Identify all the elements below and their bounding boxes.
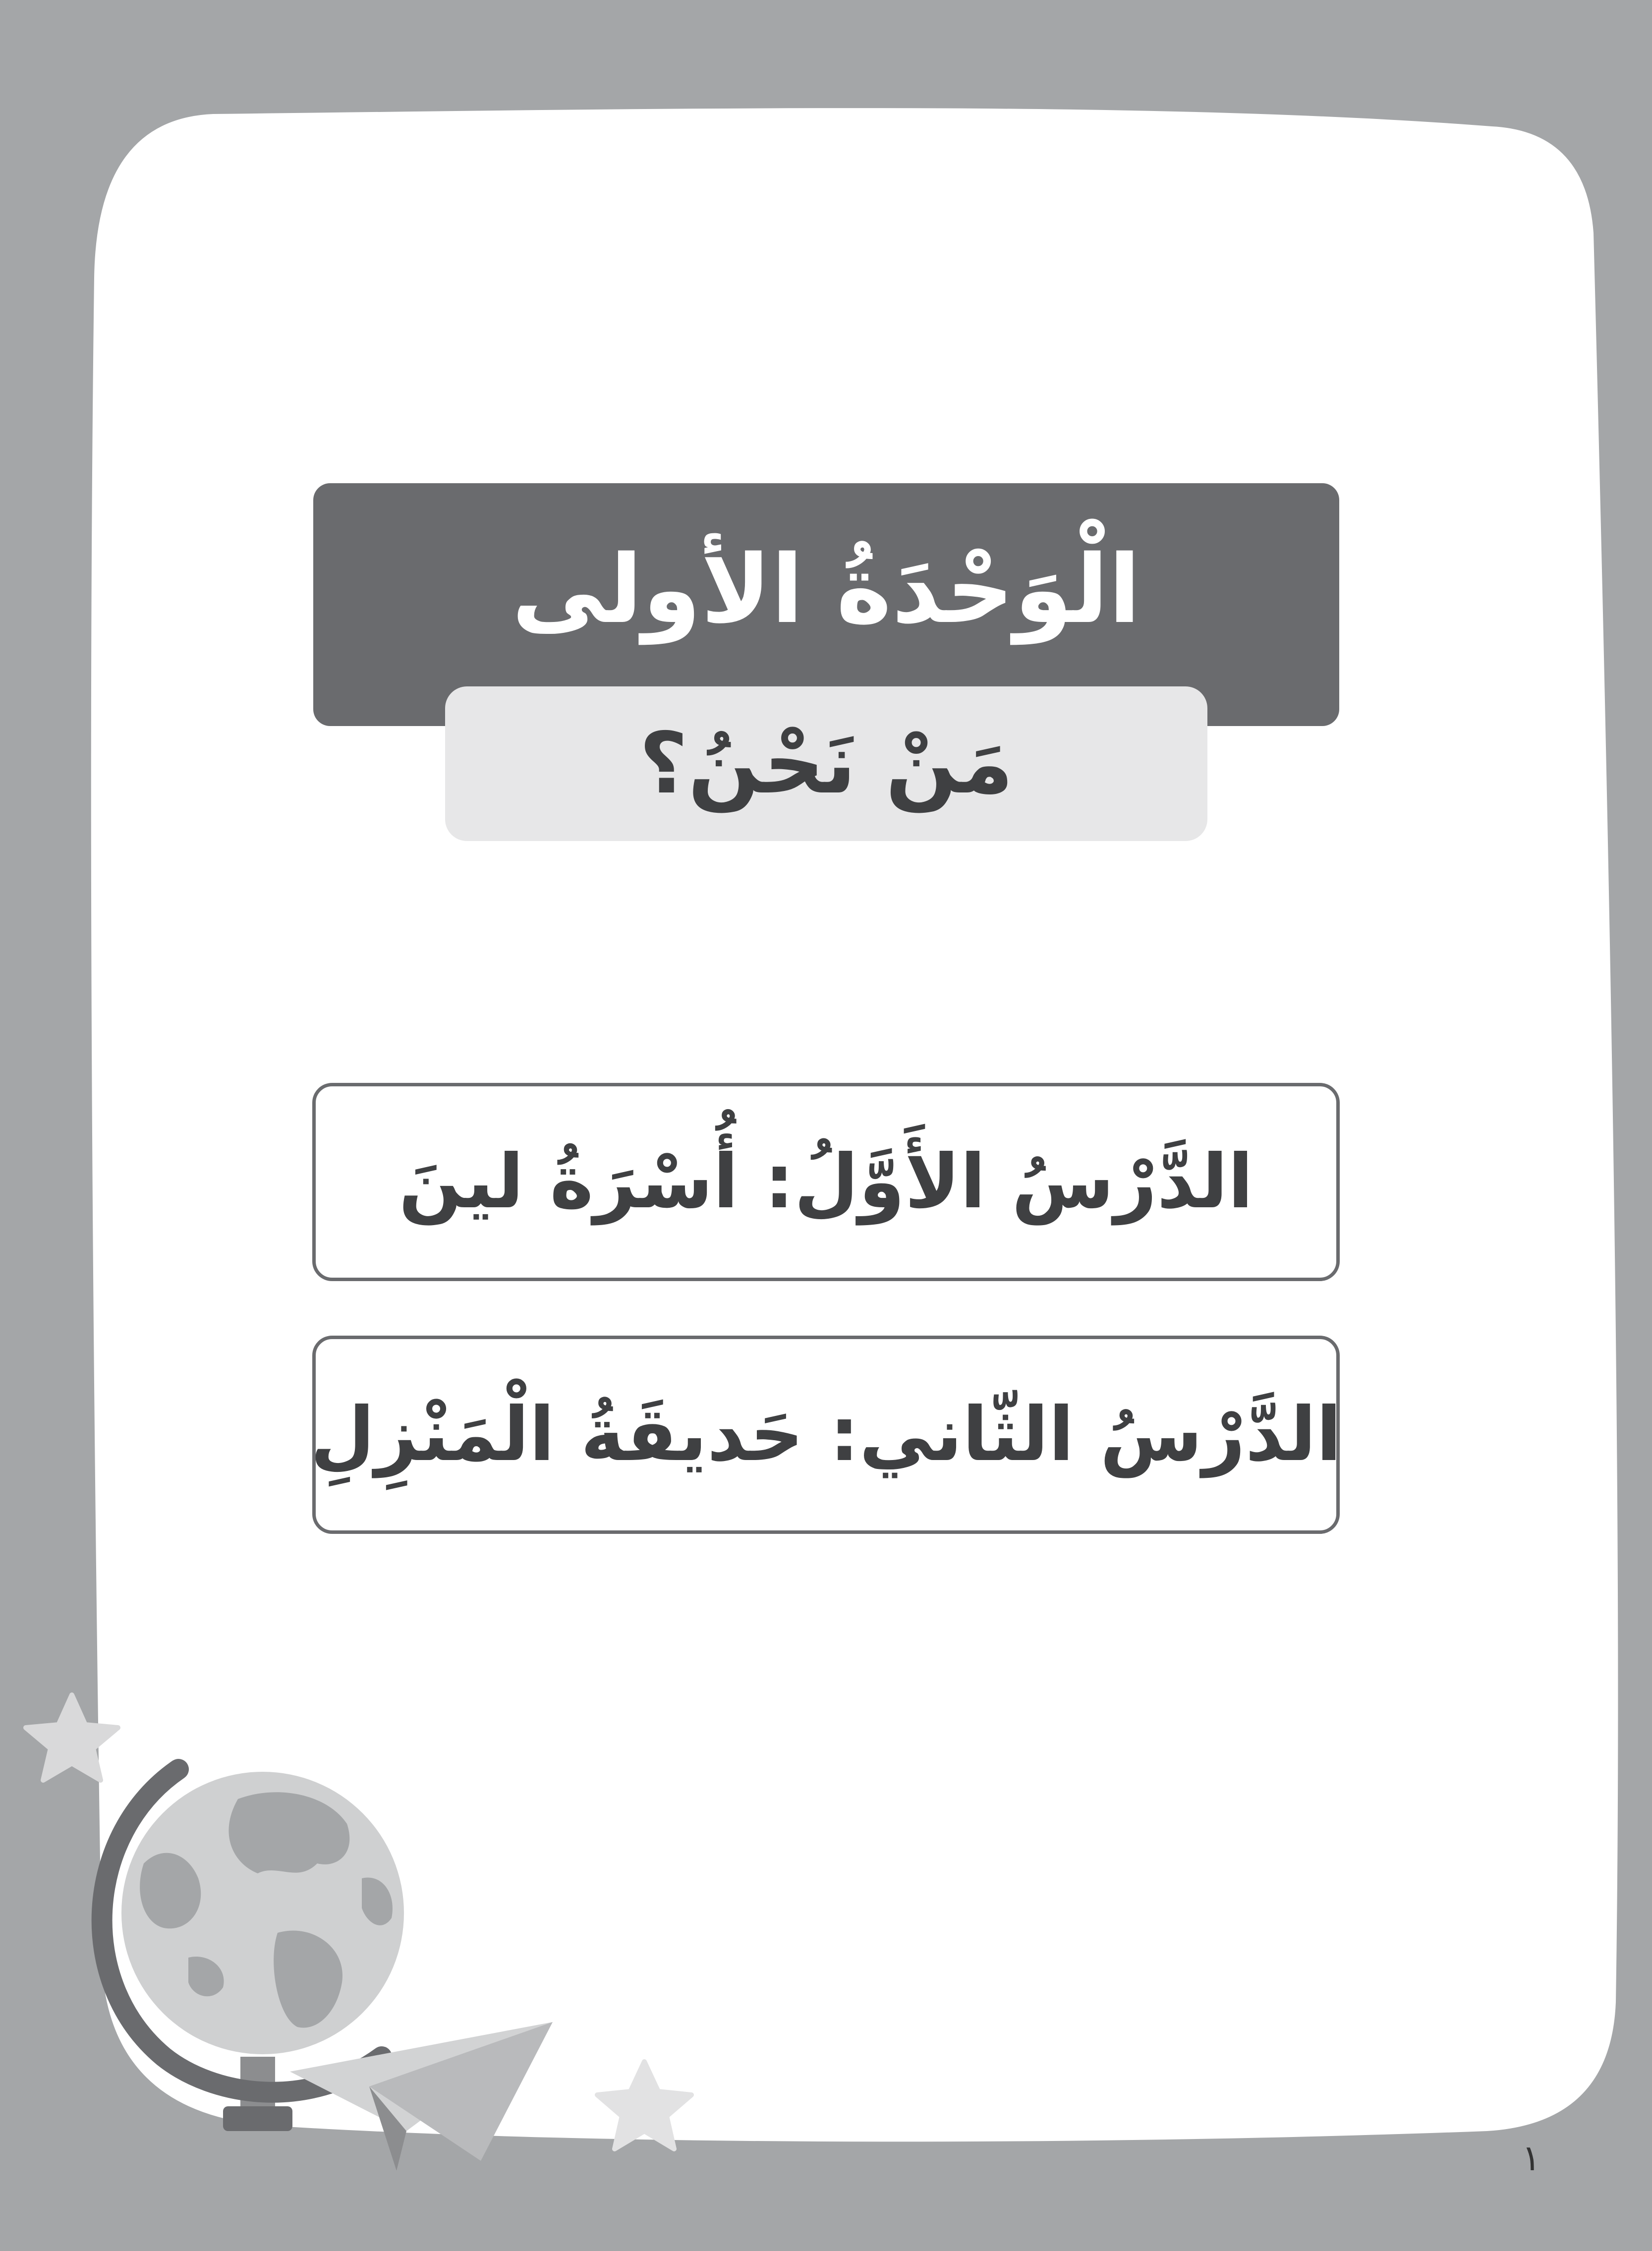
unit-subtitle-banner — [445, 686, 1207, 841]
lesson-2-label: الدَّرْسُ الثّاني: حَديقَةُ الْمَنْزِلِ — [310, 1392, 1342, 1478]
page-number: ١ — [1522, 2137, 1541, 2179]
lesson-1-label: الدَّرْسُ الأَوَّلُ: أُسْرَةُ لينَ — [399, 1139, 1253, 1225]
unit-subtitle: مَنْ نَحْنُ؟ — [639, 715, 1014, 813]
lesson-card-2[interactable] — [312, 1336, 1340, 1534]
unit-title: الْوَحْدَةُ الأولى — [512, 535, 1141, 644]
lesson-card-1[interactable] — [312, 1083, 1340, 1281]
